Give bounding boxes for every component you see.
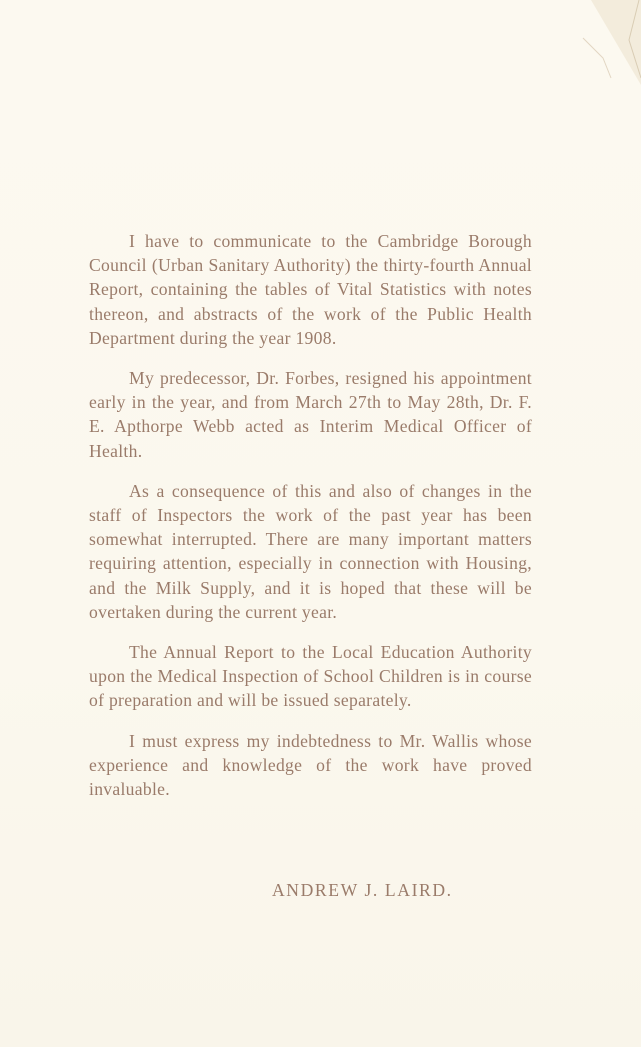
paragraph-introduction: I have to communicate to the Cambridge Borough Council (Urban Sanitary Authority) the thirty-fourth Annual Report, containing the tables of Vital Statistics with notes thereon, and abstracts of the work of the Public Health Department during the year 1908. <box>89 231 532 348</box>
signature: ANDREW J. LAIRD. <box>272 880 453 900</box>
paragraph-predecessor: My predecessor, Dr. Forbes, resigned his appointment early in the year, and from March 27th to May 28th, Dr. F. E. Apthorpe Webb acted as Interim Medical Officer of Health. <box>89 368 532 461</box>
paragraph-acknowledgement: I must express my indebtedness to Mr. Wallis whose experience and knowledge of the work have proved invaluable. <box>89 730 532 800</box>
paragraph-consequence: As a consequence of this and also of changes in the staff of Inspectors the work of the past year has been somewhat interrupted. There are many important matters requiring attention, especially in connection with Housing, and the Milk Supply, and it is hoped that these will be overtaken during the current year. <box>89 480 532 622</box>
page-corner-fold <box>581 0 641 90</box>
paragraph-education-report: The Annual Report to the Local Education Authority upon the Medical Inspection of School Children is in course of preparation and will be issued separately. <box>89 642 532 711</box>
letter-body <box>89 229 532 817</box>
